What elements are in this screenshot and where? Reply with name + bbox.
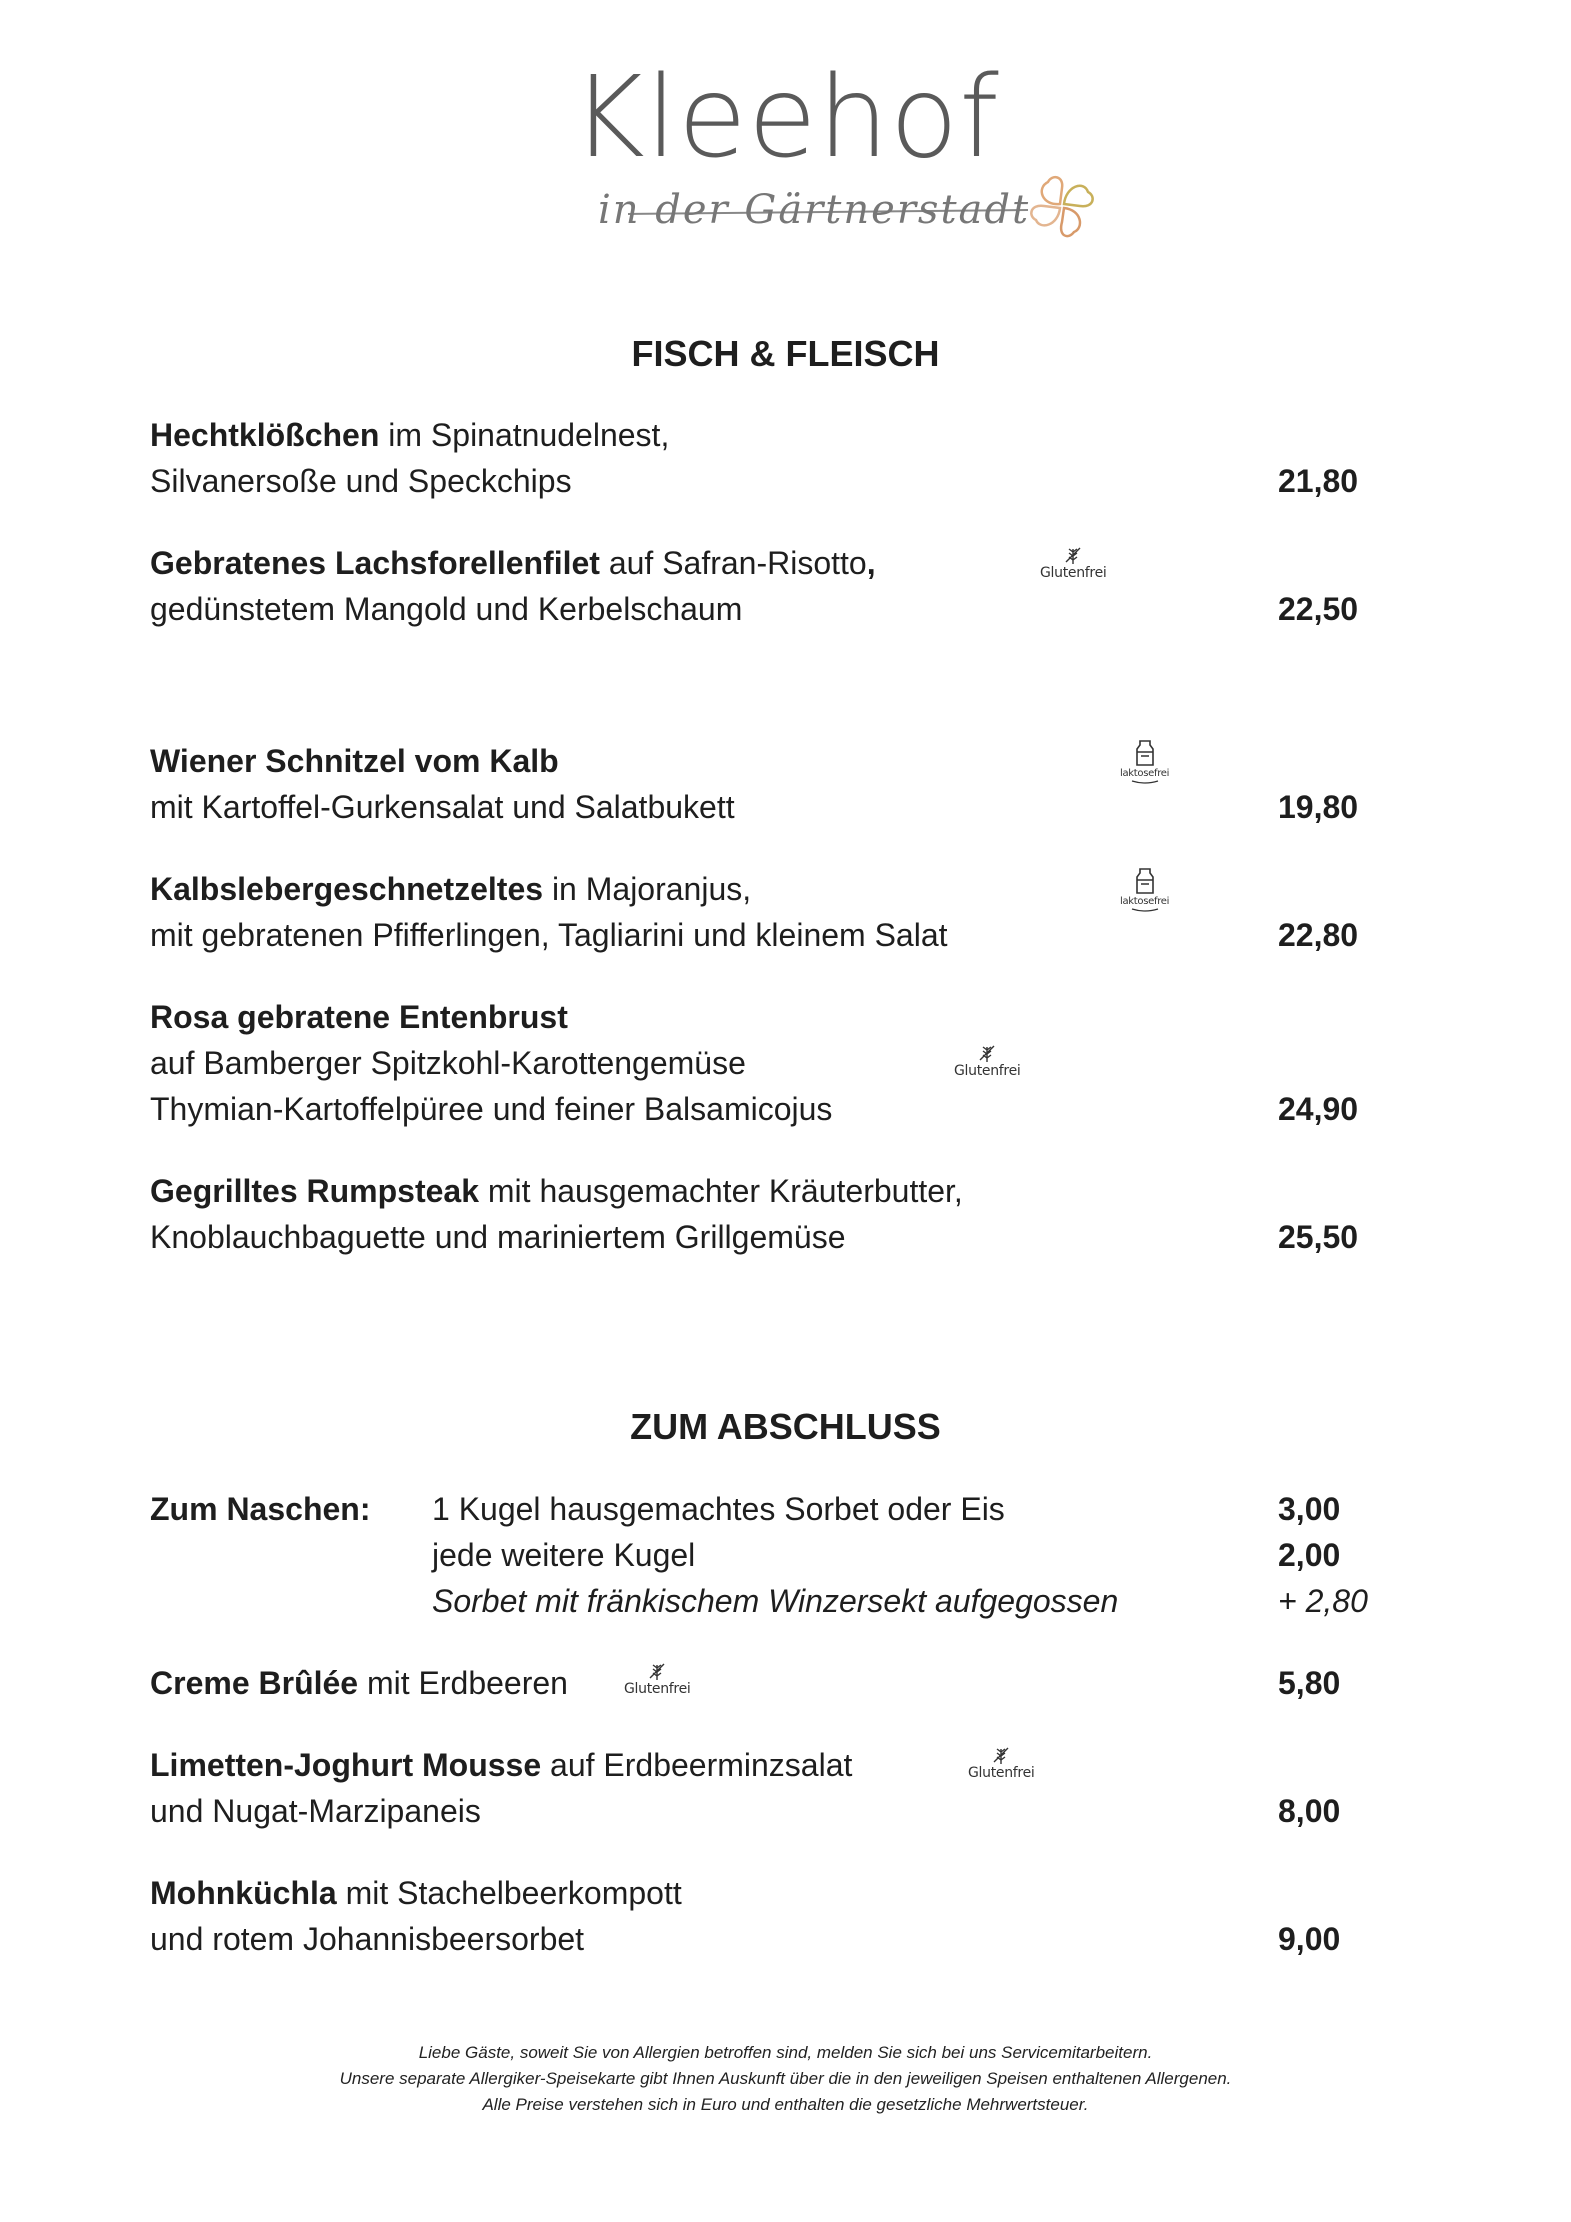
footer-line: Unsere separate Allergiker-Speisekarte gibt Ihnen Auskunft über die in den jeweiligen Speisen enthaltenen Allergenen. bbox=[339, 2069, 1232, 2088]
section-title-fisch: FISCH & FLEISCH bbox=[631, 333, 940, 374]
underline-swoosh-icon bbox=[1130, 779, 1160, 785]
menu-item-description: Thymian-Kartoffelpüree und feiner Balsamicojus bbox=[150, 1091, 833, 1127]
naschen-line: 1 Kugel hausgemachtes Sorbet oder Eis bbox=[432, 1491, 1005, 1527]
logo-wordmark: Kleehof bbox=[571, 53, 1000, 183]
footer-line: Alle Preise verstehen sich in Euro und enthalten die gesetzliche Mehrwertsteuer. bbox=[482, 2095, 1089, 2114]
naschen-line: Sorbet mit fränkischem Winzersekt aufgegossen bbox=[432, 1583, 1119, 1619]
menu-item-price: 22,50 bbox=[1278, 591, 1359, 627]
naschen-label: Zum Naschen: bbox=[150, 1491, 371, 1527]
menu-item-price: 22,80 bbox=[1278, 917, 1359, 953]
menu-item-price: 8,00 bbox=[1278, 1793, 1341, 1829]
milk-jug-icon bbox=[1132, 866, 1158, 896]
menu-item-description: Knoblauchbaguette und mariniertem Grillgemüse bbox=[150, 1219, 846, 1255]
naschen-price: + 2,80 bbox=[1278, 1583, 1368, 1619]
menu-item-title: Mohnküchla mit Stachelbeerkompott bbox=[150, 1875, 682, 1911]
wheat-icon bbox=[990, 1745, 1012, 1765]
menu-item-title: Hechtklößchen im Spinatnudelnest, bbox=[150, 417, 670, 453]
menu-item-description: Silvanersoße und Speckchips bbox=[150, 463, 572, 499]
wheat-icon bbox=[1062, 545, 1084, 565]
footer-line: Liebe Gäste, soweit Sie von Allergien betroffen sind, melden Sie sich bei uns Servicemitarbeitern. bbox=[418, 2043, 1153, 2062]
glutenfree-badge: Glutenfrei bbox=[968, 1745, 1034, 1780]
menu-item-title: Wiener Schnitzel vom Kalb bbox=[150, 743, 559, 779]
naschen-price: 2,00 bbox=[1278, 1537, 1341, 1573]
underline-swoosh-icon bbox=[1130, 907, 1160, 913]
menu-item-description: auf Bamberger Spitzkohl-Karottengemüse bbox=[150, 1045, 746, 1081]
menu-item-price: 19,80 bbox=[1278, 789, 1359, 825]
footer-note bbox=[0, 2040, 1571, 2118]
lactosefree-badge: laktosefrei bbox=[1120, 866, 1169, 913]
naschen-line: jede weitere Kugel bbox=[432, 1537, 696, 1573]
menu-item-description: und Nugat-Marzipaneis bbox=[150, 1793, 481, 1829]
glutenfree-badge: Glutenfrei bbox=[1040, 545, 1106, 580]
logo-tagline: in der Gärtnerstadt bbox=[598, 187, 1031, 233]
glutenfree-badge: Glutenfrei bbox=[954, 1043, 1020, 1078]
menu-item-description: und rotem Johannisbeersorbet bbox=[150, 1921, 585, 1957]
menu-item-price: 5,80 bbox=[1278, 1665, 1341, 1701]
menu-item-title: Kalbslebergeschnetzeltes in Majoranjus, bbox=[150, 871, 752, 907]
milk-jug-icon bbox=[1132, 738, 1158, 768]
wheat-icon bbox=[646, 1661, 668, 1681]
menu-item-title: Limetten-Joghurt Mousse auf Erdbeerminzsalat bbox=[150, 1747, 853, 1783]
section-title-abschluss: ZUM ABSCHLUSS bbox=[630, 1406, 941, 1447]
menu-item-title: Rosa gebratene Entenbrust bbox=[150, 999, 568, 1035]
menu-item-price: 9,00 bbox=[1278, 1921, 1341, 1957]
menu-item-price: 24,90 bbox=[1278, 1091, 1359, 1127]
menu-item-price: 21,80 bbox=[1278, 463, 1359, 499]
wheat-icon bbox=[976, 1043, 998, 1063]
menu-item-price: 25,50 bbox=[1278, 1219, 1359, 1255]
lactosefree-badge: laktosefrei bbox=[1120, 738, 1169, 785]
menu-item-description: mit gebratenen Pfifferlingen, Tagliarini und kleinem Salat bbox=[150, 917, 948, 953]
menu-item-title: Gebratenes Lachsforellenfilet auf Safran-Risotto, bbox=[150, 545, 876, 581]
menu-item-description: gedünstetem Mangold und Kerbelschaum bbox=[150, 591, 743, 627]
menu-item-title: Gegrilltes Rumpsteak mit hausgemachter Kräuterbutter, bbox=[150, 1173, 963, 1209]
naschen-price: 3,00 bbox=[1278, 1491, 1341, 1527]
clover-icon bbox=[1022, 166, 1102, 246]
menu-item-title: Creme Brûlée mit Erdbeeren bbox=[150, 1665, 568, 1701]
glutenfree-badge: Glutenfrei bbox=[624, 1661, 690, 1696]
menu-item-description: mit Kartoffel-Gurkensalat und Salatbukett bbox=[150, 789, 735, 825]
